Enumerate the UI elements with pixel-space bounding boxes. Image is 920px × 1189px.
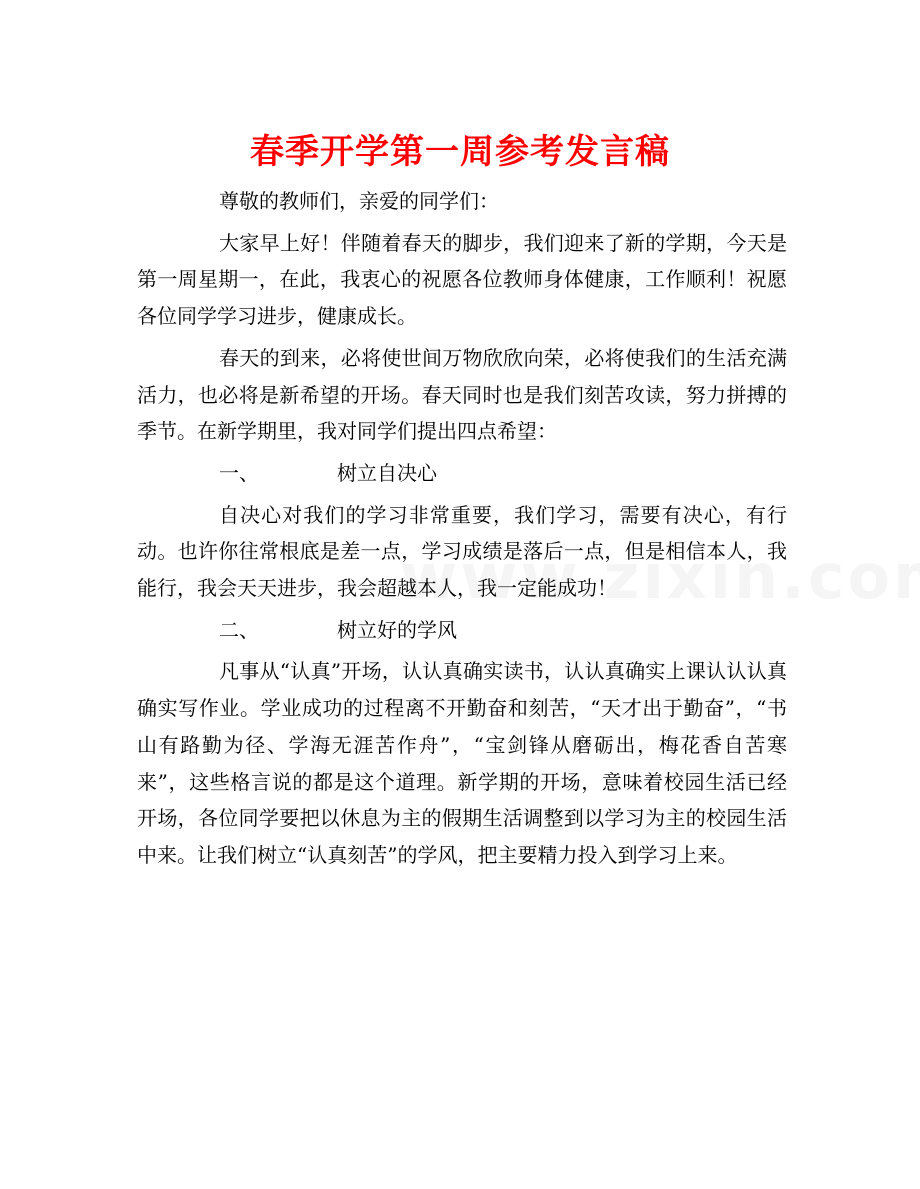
section-heading-1: [137, 455, 787, 492]
section-title-1: 树立自决心: [337, 460, 437, 485]
section-number-1: 一、: [219, 460, 259, 485]
section-heading-2: [137, 612, 787, 649]
paragraph-spring: 春天的到来，必将使世间万物欣欣向荣，必将使我们的生活充满活力，也必将是新希望的开场。春天同时也是我们刻苦攻读，努力拼搏的季节。在新学期里，我对同学们提出四点希望：: [137, 345, 787, 444]
document-title: 春季开学第一周参考发言稿: [250, 132, 670, 172]
section-text-2: 凡事从“认真”开场，认认真确实读书，认认真确实上课认认认真确实写作业。学业成功的过程离不开勤奋和刻苦，“天才出于勤奋”，“书山有路勤为径、学海无涯苦作舟”，“宝剑锋从磨砺出，梅花香自苦寒来”，这些格言说的都是这个道理。新学期的开场，意味着校园生活已经开场，各位同学要把以休息为主的假期生活调整到以学习为主的校园生活中来。让我们树立“认真刻苦”的学风，把主要精力投入到学习上来。: [137, 659, 787, 867]
section-text-1: 自决心对我们的学习非常重要，我们学习，需要有决心，有行动。也许你往常根底是差一点，学习成绩是落后一点，但是相信本人，我能行，我会天天进步，我会超越本人，我一定能成功！: [137, 502, 787, 601]
document-body: [137, 183, 787, 874]
paragraph-greeting: 大家早上好！伴随着春天的脚步，我们迎来了新的学期，今天是第一周星期一，在此，我衷心的祝愿各位教师身体健康，工作顺利！祝愿各位同学学习进步，健康成长。: [137, 230, 787, 329]
salutation: 尊敬的教师们，亲爱的同学们：: [219, 189, 499, 213]
section-number-2: 二、: [219, 617, 259, 642]
section-title-2: 树立好的学风: [337, 617, 457, 642]
